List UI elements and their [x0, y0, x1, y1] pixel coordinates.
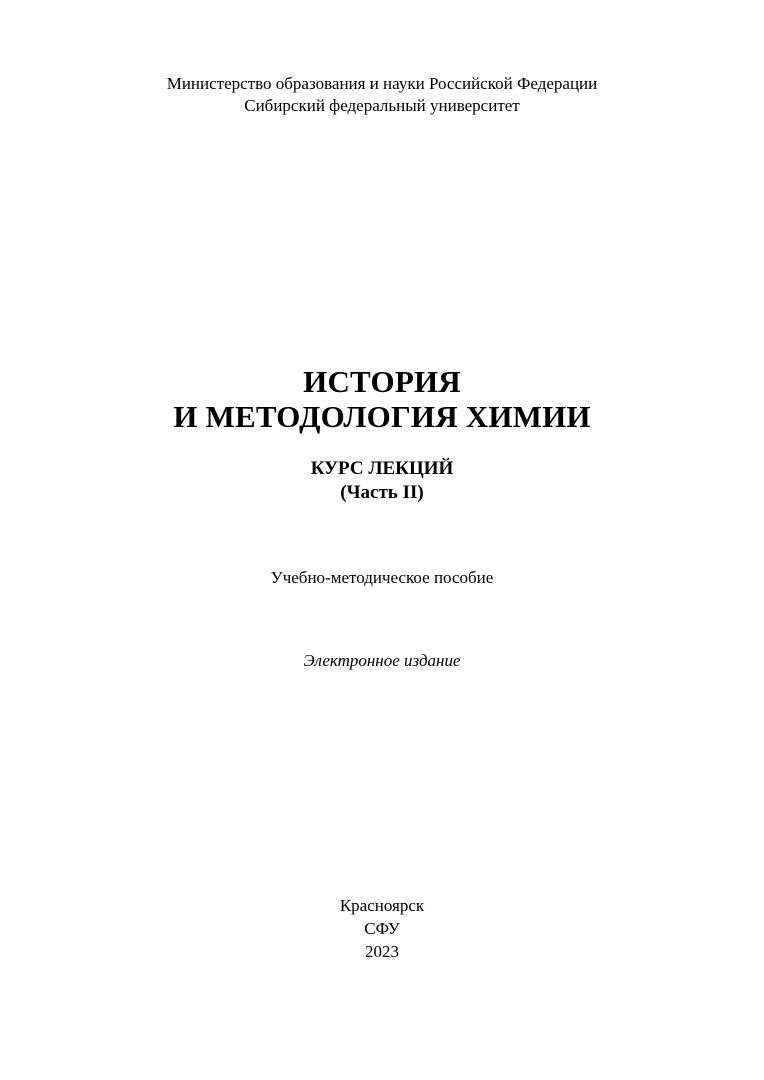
ministry-name: Министерство образования и науки Российской Федерации — [166, 74, 598, 93]
publication-type: Учебно-методическое пособие — [270, 568, 494, 587]
book-subtitle-line-2: (Часть II) — [340, 482, 424, 503]
edition-note: Электронное издание — [303, 651, 461, 670]
book-title-line-1: ИСТОРИЯ — [303, 364, 461, 399]
book-subtitle-line-1: КУРС ЛЕКЦИЙ — [310, 458, 454, 479]
imprint-city: Красноярск — [339, 896, 425, 915]
university-name: Сибирский федеральный университет — [244, 96, 520, 115]
imprint-year: 2023 — [365, 942, 399, 961]
imprint-publisher: СФУ — [364, 919, 400, 938]
book-title-line-2: И МЕТОДОЛОГИЯ ХИМИИ — [173, 399, 591, 434]
